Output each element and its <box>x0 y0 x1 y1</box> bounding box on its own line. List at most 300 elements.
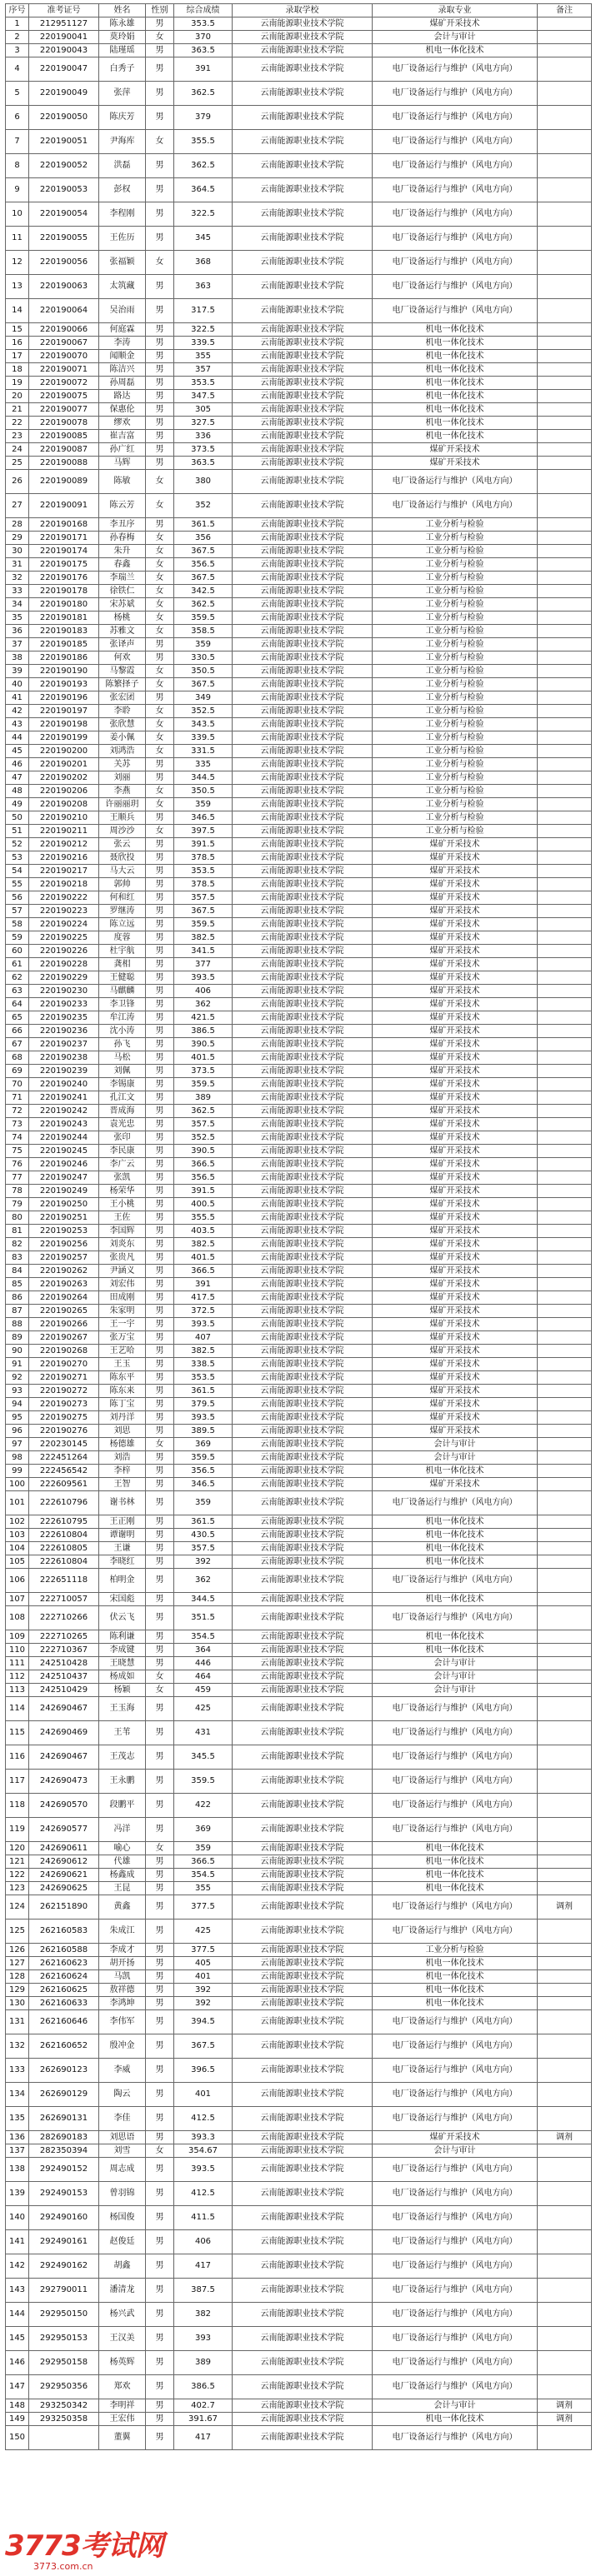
cell-score: 344.5 <box>174 771 233 785</box>
cell-remark <box>538 377 592 390</box>
cell-exam-id: 220190223 <box>29 905 99 918</box>
cell-exam-id: 220190251 <box>29 1211 99 1225</box>
cell-name: 张印 <box>99 1131 146 1145</box>
cell-remark <box>538 1770 592 1794</box>
cell-serial: 80 <box>6 1211 29 1225</box>
cell-major: 煤矿开采技术 <box>373 1371 538 1385</box>
table-row <box>6 918 592 931</box>
cell-school: 云南能源职业技术学院 <box>233 2426 373 2450</box>
cell-gender: 男 <box>146 1265 174 1278</box>
cell-score: 341.5 <box>174 945 233 958</box>
cell-remark <box>538 1630 592 1644</box>
cell-major: 会计与审计 <box>373 1670 538 1684</box>
cell-remark <box>538 1697 592 1721</box>
table-row <box>6 545 592 558</box>
cell-exam-id: 222710266 <box>29 1606 99 1630</box>
cell-major: 电厂设备运行与维护（风电方向） <box>373 227 538 251</box>
cell-exam-id: 262160633 <box>29 1997 99 2010</box>
cell-remark <box>538 1818 592 1842</box>
table-row <box>6 350 592 363</box>
cell-school: 云南能源职业技术学院 <box>233 1345 373 1358</box>
table-row <box>6 1491 592 1515</box>
cell-score: 425 <box>174 1920 233 1944</box>
cell-exam-id: 220190091 <box>29 494 99 518</box>
cell-exam-id: 220190063 <box>29 275 99 299</box>
cell-remark <box>538 2034 592 2059</box>
cell-gender: 男 <box>146 390 174 403</box>
cell-exam-id: 262160624 <box>29 1970 99 1984</box>
cell-remark <box>538 1211 592 1225</box>
cell-score: 387.5 <box>174 2279 233 2303</box>
cell-serial: 118 <box>6 1794 29 1818</box>
cell-score: 362 <box>174 1569 233 1593</box>
cell-remark <box>538 958 592 971</box>
cell-gender: 男 <box>146 1398 174 1411</box>
cell-school: 云南能源职业技术学院 <box>233 958 373 971</box>
cell-exam-id: 242690612 <box>29 1855 99 1869</box>
cell-score: 335 <box>174 758 233 771</box>
cell-score: 339.5 <box>174 731 233 745</box>
table-row <box>6 1251 592 1265</box>
cell-serial: 100 <box>6 1478 29 1491</box>
cell-remark <box>538 2182 592 2206</box>
cell-school: 云南能源职业技术学院 <box>233 905 373 918</box>
cell-exam-id: 222456542 <box>29 1465 99 1478</box>
cell-gender: 男 <box>146 651 174 665</box>
cell-name: 孙春梅 <box>99 532 146 545</box>
cell-score: 361.5 <box>174 518 233 532</box>
table-body <box>6 17 592 2450</box>
table-row <box>6 2107 592 2131</box>
cell-remark <box>538 2426 592 2450</box>
table-row <box>6 638 592 651</box>
cell-score: 347.5 <box>174 390 233 403</box>
cell-name: 王正刚 <box>99 1515 146 1529</box>
cell-serial: 17 <box>6 350 29 363</box>
cell-major: 机电一体化技术 <box>373 1970 538 1984</box>
cell-serial: 86 <box>6 1291 29 1305</box>
cell-major: 工业分析与检验 <box>373 758 538 771</box>
cell-serial: 61 <box>6 958 29 971</box>
cell-exam-id: 292490162 <box>29 2254 99 2279</box>
cell-remark <box>538 838 592 851</box>
cell-school: 云南能源职业技术学院 <box>233 430 373 443</box>
table-row <box>6 2254 592 2279</box>
table-row <box>6 1211 592 1225</box>
cell-major: 工业分析与检验 <box>373 785 538 798</box>
cell-exam-id: 220190056 <box>29 251 99 275</box>
cell-exam-id: 292950158 <box>29 2351 99 2375</box>
cell-serial: 74 <box>6 1131 29 1145</box>
cell-gender: 男 <box>146 1011 174 1025</box>
cell-gender: 男 <box>146 1697 174 1721</box>
cell-exam-id: 222610796 <box>29 1491 99 1515</box>
cell-major: 电厂设备运行与维护（风电方向） <box>373 1794 538 1818</box>
cell-exam-id: 220190052 <box>29 154 99 178</box>
cell-remark <box>538 785 592 798</box>
table-row <box>6 1745 592 1770</box>
cell-name: 杨英辉 <box>99 2351 146 2375</box>
cell-name: 张宏团 <box>99 691 146 705</box>
cell-score: 431 <box>174 1721 233 1745</box>
cell-gender: 男 <box>146 1957 174 1970</box>
cell-major: 煤矿开采技术 <box>373 1425 538 1438</box>
cell-name: 谭谢明 <box>99 1529 146 1542</box>
cell-major: 电厂设备运行与维护（风电方向） <box>373 1818 538 1842</box>
cell-exam-id: 220190174 <box>29 545 99 558</box>
table-row <box>6 1198 592 1211</box>
cell-major: 煤矿开采技术 <box>373 1278 538 1291</box>
cell-gender: 女 <box>146 1842 174 1855</box>
cell-major: 电厂设备运行与维护（风电方向） <box>373 2375 538 2399</box>
cell-gender: 男 <box>146 2206 174 2230</box>
cell-exam-id: 242690467 <box>29 1697 99 1721</box>
cell-major: 电厂设备运行与维护（风电方向） <box>373 2327 538 2351</box>
cell-exam-id: 292490152 <box>29 2158 99 2182</box>
cell-remark <box>538 1358 592 1371</box>
table-header-row <box>6 4 592 17</box>
cell-remark <box>538 1425 592 1438</box>
cell-score: 392 <box>174 1997 233 2010</box>
cell-remark <box>538 625 592 638</box>
cell-major: 煤矿开采技术 <box>373 2131 538 2144</box>
cell-score: 400.5 <box>174 1198 233 1211</box>
cell-name: 张贵凡 <box>99 1251 146 1265</box>
cell-remark <box>538 1529 592 1542</box>
cell-name: 路达 <box>99 390 146 403</box>
cell-major: 会计与审计 <box>373 1451 538 1465</box>
cell-exam-id: 262160646 <box>29 2010 99 2034</box>
cell-serial: 79 <box>6 1198 29 1211</box>
cell-score: 362.5 <box>174 82 233 106</box>
cell-gender: 男 <box>146 1225 174 1238</box>
cell-exam-id: 220190200 <box>29 745 99 758</box>
cell-name: 李广云 <box>99 1158 146 1171</box>
cell-gender: 男 <box>146 1131 174 1145</box>
cell-serial: 141 <box>6 2230 29 2254</box>
table-row <box>6 1105 592 1118</box>
cell-remark <box>538 878 592 891</box>
cell-score: 367.5 <box>174 678 233 691</box>
cell-major: 煤矿开采技术 <box>373 1238 538 1251</box>
cell-school: 云南能源职业技术学院 <box>233 1529 373 1542</box>
cell-school: 云南能源职业技术学院 <box>233 2375 373 2399</box>
cell-serial: 125 <box>6 1920 29 1944</box>
table-row <box>6 1078 592 1091</box>
cell-score: 363.5 <box>174 44 233 57</box>
cell-school: 云南能源职业技术学院 <box>233 1438 373 1451</box>
cell-serial: 52 <box>6 838 29 851</box>
cell-remark <box>538 1185 592 1198</box>
cell-exam-id: 222610804 <box>29 1529 99 1542</box>
cell-exam-id: 242690625 <box>29 1882 99 1895</box>
cell-score: 464 <box>174 1670 233 1684</box>
table-row <box>6 363 592 377</box>
cell-name: 何庭霖 <box>99 323 146 337</box>
cell-gender: 男 <box>146 1818 174 1842</box>
cell-major: 会计与审计 <box>373 1684 538 1697</box>
cell-score: 396.5 <box>174 2059 233 2083</box>
cell-exam-id: 220190216 <box>29 851 99 865</box>
cell-name: 何欢 <box>99 651 146 665</box>
cell-school: 云南能源职业技术学院 <box>233 1265 373 1278</box>
table-row <box>6 2351 592 2375</box>
cell-gender: 男 <box>146 323 174 337</box>
cell-major: 机电一体化技术 <box>373 1644 538 1657</box>
cell-serial: 28 <box>6 518 29 532</box>
table-row <box>6 17 592 31</box>
cell-serial: 67 <box>6 1038 29 1051</box>
table-row <box>6 1318 592 1331</box>
cell-serial: 31 <box>6 558 29 572</box>
cell-exam-id: 293250358 <box>29 2413 99 2426</box>
table-row <box>6 1684 592 1697</box>
cell-school: 云南能源职业技术学院 <box>233 1794 373 1818</box>
cell-gender: 男 <box>146 1794 174 1818</box>
cell-serial: 119 <box>6 1818 29 1842</box>
cell-exam-id: 262160652 <box>29 2034 99 2059</box>
cell-remark <box>538 2206 592 2230</box>
cell-name: 柏明金 <box>99 1569 146 1593</box>
cell-remark <box>538 731 592 745</box>
cell-score: 344.5 <box>174 1593 233 1606</box>
cell-exam-id: 292490160 <box>29 2206 99 2230</box>
cell-remark <box>538 985 592 998</box>
cell-gender: 男 <box>146 2303 174 2327</box>
cell-name: 李国辉 <box>99 1225 146 1238</box>
cell-gender: 男 <box>146 1465 174 1478</box>
cell-score: 355 <box>174 350 233 363</box>
cell-gender: 男 <box>146 1278 174 1291</box>
cell-name: 李成才 <box>99 1944 146 1957</box>
cell-gender: 男 <box>146 377 174 390</box>
cell-gender: 男 <box>146 1318 174 1331</box>
cell-serial: 36 <box>6 625 29 638</box>
cell-gender: 男 <box>146 337 174 350</box>
table-row <box>6 2327 592 2351</box>
table-row <box>6 1131 592 1145</box>
cell-serial: 38 <box>6 651 29 665</box>
table-row <box>6 1225 592 1238</box>
cell-exam-id: 220190050 <box>29 106 99 130</box>
cell-school: 云南能源职业技术学院 <box>233 945 373 958</box>
cell-gender: 男 <box>146 1211 174 1225</box>
cell-major: 会计与审计 <box>373 2144 538 2158</box>
cell-exam-id: 220190263 <box>29 1278 99 1291</box>
cell-remark <box>538 1291 592 1305</box>
cell-school: 云南能源职业技术学院 <box>233 1038 373 1051</box>
cell-score: 389 <box>174 2351 233 2375</box>
cell-gender: 男 <box>146 1411 174 1425</box>
cell-score: 355.5 <box>174 130 233 154</box>
cell-serial: 114 <box>6 1697 29 1721</box>
cell-gender: 男 <box>146 2413 174 2426</box>
cell-score: 379.5 <box>174 1398 233 1411</box>
cell-school: 云南能源职业技术学院 <box>233 612 373 625</box>
cell-name: 李燕 <box>99 785 146 798</box>
cell-score: 378.5 <box>174 878 233 891</box>
cell-score: 389.5 <box>174 1425 233 1438</box>
cell-serial: 88 <box>6 1318 29 1331</box>
cell-score: 391.5 <box>174 1185 233 1198</box>
cell-school: 云南能源职业技术学院 <box>233 545 373 558</box>
cell-name: 杨荣华 <box>99 1185 146 1198</box>
cell-major: 机电一体化技术 <box>373 1593 538 1606</box>
cell-exam-id: 220190047 <box>29 57 99 82</box>
cell-school: 云南能源职业技术学院 <box>233 598 373 612</box>
cell-major: 机电一体化技术 <box>373 1882 538 1895</box>
cell-remark <box>538 532 592 545</box>
cell-exam-id: 220190088 <box>29 457 99 470</box>
cell-school: 云南能源职业技术学院 <box>233 1984 373 1997</box>
cell-school: 云南能源职业技术学院 <box>233 1630 373 1644</box>
cell-serial: 143 <box>6 2279 29 2303</box>
cell-major: 煤矿开采技术 <box>373 1358 538 1371</box>
cell-remark <box>538 2107 592 2131</box>
cell-school: 云南能源职业技术学院 <box>233 1305 373 1318</box>
table-row <box>6 771 592 785</box>
cell-score: 430.5 <box>174 1529 233 1542</box>
cell-school: 云南能源职业技术学院 <box>233 1025 373 1038</box>
cell-name: 马黎霞 <box>99 665 146 678</box>
cell-name: 王佐历 <box>99 227 146 251</box>
cell-school: 云南能源职业技术学院 <box>233 494 373 518</box>
table-row <box>6 457 592 470</box>
cell-remark <box>538 1158 592 1171</box>
cell-remark <box>538 2158 592 2182</box>
cell-gender: 男 <box>146 931 174 945</box>
cell-serial: 76 <box>6 1158 29 1171</box>
cell-name: 苏雅文 <box>99 625 146 638</box>
cell-remark <box>538 1198 592 1211</box>
cell-exam-id: 262690129 <box>29 2083 99 2107</box>
cell-remark <box>538 130 592 154</box>
cell-name: 马辉 <box>99 457 146 470</box>
cell-name: 李伟军 <box>99 2010 146 2034</box>
cell-gender: 男 <box>146 851 174 865</box>
cell-school: 云南能源职业技术学院 <box>233 1957 373 1970</box>
cell-score: 361.5 <box>174 1385 233 1398</box>
table-row <box>6 1644 592 1657</box>
cell-name: 杨成如 <box>99 1670 146 1684</box>
cell-major: 煤矿开采技术 <box>373 1091 538 1105</box>
cell-gender: 男 <box>146 971 174 985</box>
cell-exam-id: 220190180 <box>29 598 99 612</box>
cell-serial: 89 <box>6 1331 29 1345</box>
cell-remark <box>538 1957 592 1970</box>
cell-major: 机电一体化技术 <box>373 1542 538 1555</box>
cell-gender: 男 <box>146 1593 174 1606</box>
cell-serial: 77 <box>6 1171 29 1185</box>
cell-remark <box>538 1555 592 1569</box>
cell-major: 煤矿开采技术 <box>373 1211 538 1225</box>
table-row <box>6 1478 592 1491</box>
cell-name: 罗继涛 <box>99 905 146 918</box>
cell-exam-id: 242510429 <box>29 1684 99 1697</box>
cell-school: 云南能源职业技术学院 <box>233 878 373 891</box>
cell-exam-id: 292950153 <box>29 2327 99 2351</box>
cell-exam-id: 220190054 <box>29 202 99 227</box>
cell-major: 机电一体化技术 <box>373 1984 538 1997</box>
cell-remark <box>538 745 592 758</box>
table-row <box>6 758 592 771</box>
cell-major: 电厂设备运行与维护（风电方向） <box>373 154 538 178</box>
cell-exam-id: 220190273 <box>29 1398 99 1411</box>
cell-score: 377.5 <box>174 1895 233 1920</box>
cell-serial: 39 <box>6 665 29 678</box>
cell-serial: 58 <box>6 918 29 931</box>
cell-remark <box>538 1593 592 1606</box>
table-row <box>6 1970 592 1984</box>
cell-score: 405 <box>174 1957 233 1970</box>
cell-score: 366.5 <box>174 1855 233 1869</box>
cell-name: 刘炎东 <box>99 1238 146 1251</box>
cell-exam-id: 220190211 <box>29 825 99 838</box>
cell-name: 田成刚 <box>99 1291 146 1305</box>
cell-gender: 女 <box>146 705 174 718</box>
cell-score: 361.5 <box>174 1515 233 1529</box>
table-row <box>6 299 592 323</box>
cell-exam-id: 222710265 <box>29 1630 99 1644</box>
cell-score: 352.5 <box>174 1131 233 1145</box>
cell-score: 349 <box>174 691 233 705</box>
cell-gender: 男 <box>146 2279 174 2303</box>
cell-score: 345.5 <box>174 1745 233 1770</box>
cell-exam-id: 292490153 <box>29 2182 99 2206</box>
cell-remark <box>538 31 592 44</box>
cell-major: 工业分析与检验 <box>373 518 538 532</box>
cell-name: 王茂志 <box>99 1745 146 1770</box>
cell-name: 孙广红 <box>99 443 146 457</box>
cell-remark <box>538 457 592 470</box>
cell-name: 李瑞兰 <box>99 572 146 585</box>
cell-school: 云南能源职业技术学院 <box>233 678 373 691</box>
cell-gender: 男 <box>146 918 174 931</box>
cell-remark <box>538 2059 592 2083</box>
cell-score: 353.5 <box>174 865 233 878</box>
cell-remark <box>538 44 592 57</box>
cell-exam-id: 242690621 <box>29 1869 99 1882</box>
cell-major: 煤矿开采技术 <box>373 1065 538 1078</box>
cell-school: 云南能源职业技术学院 <box>233 1657 373 1670</box>
cell-exam-id: 242510428 <box>29 1657 99 1670</box>
table-row <box>6 227 592 251</box>
cell-major: 电厂设备运行与维护（风电方向） <box>373 178 538 202</box>
cell-score: 377 <box>174 958 233 971</box>
cell-gender: 女 <box>146 251 174 275</box>
cell-gender: 男 <box>146 1491 174 1515</box>
cell-remark <box>538 798 592 811</box>
cell-serial: 64 <box>6 998 29 1011</box>
cell-school: 云南能源职业技术学院 <box>233 403 373 417</box>
cell-major: 电厂设备运行与维护（风电方向） <box>373 2034 538 2059</box>
cell-serial: 49 <box>6 798 29 811</box>
cell-exam-id: 220190241 <box>29 1091 99 1105</box>
cell-remark <box>538 1131 592 1145</box>
cell-major: 电厂设备运行与维护（风电方向） <box>373 1697 538 1721</box>
cell-serial: 43 <box>6 718 29 731</box>
cell-exam-id: 220230145 <box>29 1438 99 1451</box>
cell-major: 工业分析与检验 <box>373 612 538 625</box>
cell-exam-id: 220190041 <box>29 31 99 44</box>
cell-major: 电厂设备运行与维护（风电方向） <box>373 82 538 106</box>
cell-gender: 男 <box>146 227 174 251</box>
cell-name: 马凯 <box>99 1970 146 1984</box>
cell-remark <box>538 1091 592 1105</box>
cell-name: 王宏伟 <box>99 2413 146 2426</box>
cell-gender: 女 <box>146 1438 174 1451</box>
table-row <box>6 718 592 731</box>
